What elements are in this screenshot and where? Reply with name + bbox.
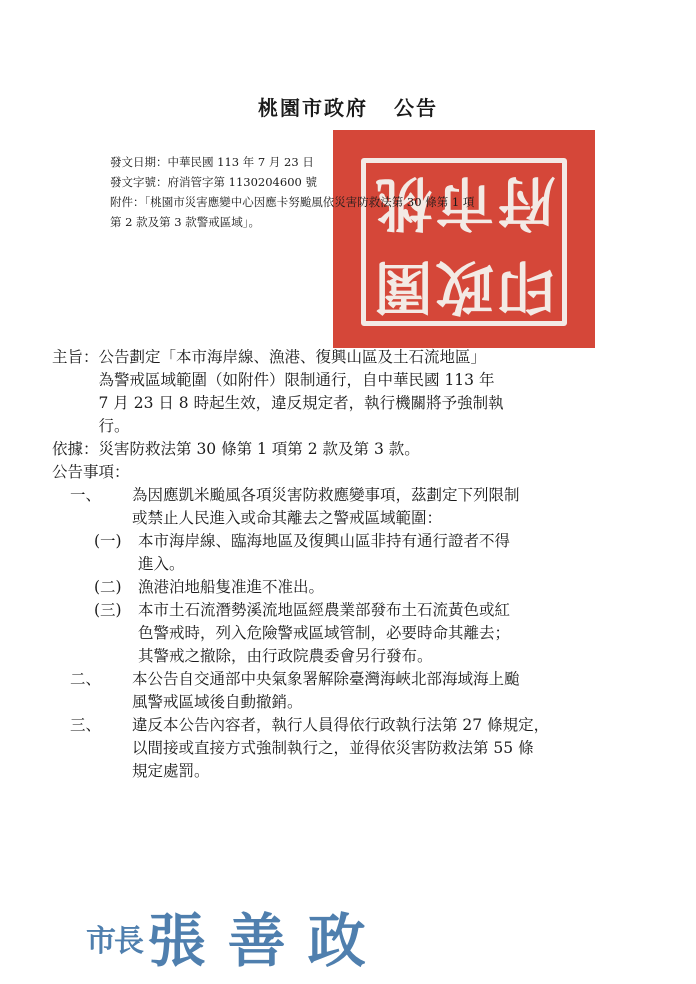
issue-number: 發文字號：府消管字第 1130204600 號 <box>110 175 317 189</box>
list-item: 一、 為因應凱米颱風各項災害防救應變事項，茲劃定下列限制 或禁止人民進入或命其離去之警戒區域範圍： <box>70 486 520 527</box>
seal-char: 桃 <box>374 169 433 237</box>
seal-char: 府 <box>497 169 556 237</box>
basis-label: 依據： <box>52 440 99 458</box>
list-item: 三、 違反本公告內容者，執行人員得依行政執行法第 27 條規定， 以間接或直接方式強制執行之，並得依災害防救法第 55 條 規定處罰。 <box>70 716 550 780</box>
doc-meta <box>110 152 474 232</box>
attachment: 附件：「桃園市災害應變中心因應卡努颱風依災害防救法第 30 條第 1 項 <box>110 195 475 209</box>
page-title <box>0 92 696 121</box>
list-item: 二、 本公告自交通部中央氣象署解除臺灣海峽北部海域海上颱 風警戒區域後自動撤銷。 <box>70 670 520 711</box>
subject-section: 主旨： 公告劃定「本市海岸線、漁港、復興山區及土石流地區」 為警戒區域範圍（如附件）限制通行，自中華民國 113 年 7 月 23 日 8 時起生效，違反規定者，執行機關將予強制執 行。 <box>52 346 652 438</box>
issuing-org: 桃園市政府 <box>258 96 368 120</box>
basis-section <box>52 438 652 461</box>
sub-list-item: (三) 本市土石流潛勢溪流地區經農業部發布土石流黃色或紅 色警戒時，列入危險警戒區域管制，必要時命其離去； 其警戒之撤除，由行政院農委會另行發布。 <box>94 601 511 665</box>
seal-char: 園 <box>374 253 433 321</box>
issue-date: 發文日期：中華民國 113 年 7 月 23 日 <box>110 155 314 169</box>
announcement-body <box>52 346 652 783</box>
subject-label: 主旨： <box>52 348 99 366</box>
doc-type: 公告 <box>394 96 438 120</box>
signature-title: 市長 <box>86 924 142 959</box>
sub-list-item: (一) 本市海岸線、臨海地區及復興山區非持有通行證者不得 進入。 <box>94 532 511 573</box>
basis-text: 災害防救法第 30 條第 1 項第 2 款及第 3 款。 <box>98 440 420 458</box>
signature-name: 張善政 <box>147 907 388 975</box>
attachment-cont: 第 2 款及第 3 款警戒區域」。 <box>110 215 261 229</box>
items-heading: 公告事項： <box>52 463 130 481</box>
sub-list-item: (二) 漁港泊地船隻准進不准出。 <box>94 578 325 596</box>
seal-char: 印 <box>497 253 556 321</box>
mayor-signature <box>86 894 388 978</box>
seal-char: 市 <box>435 169 494 237</box>
seal-char: 政 <box>435 253 494 321</box>
